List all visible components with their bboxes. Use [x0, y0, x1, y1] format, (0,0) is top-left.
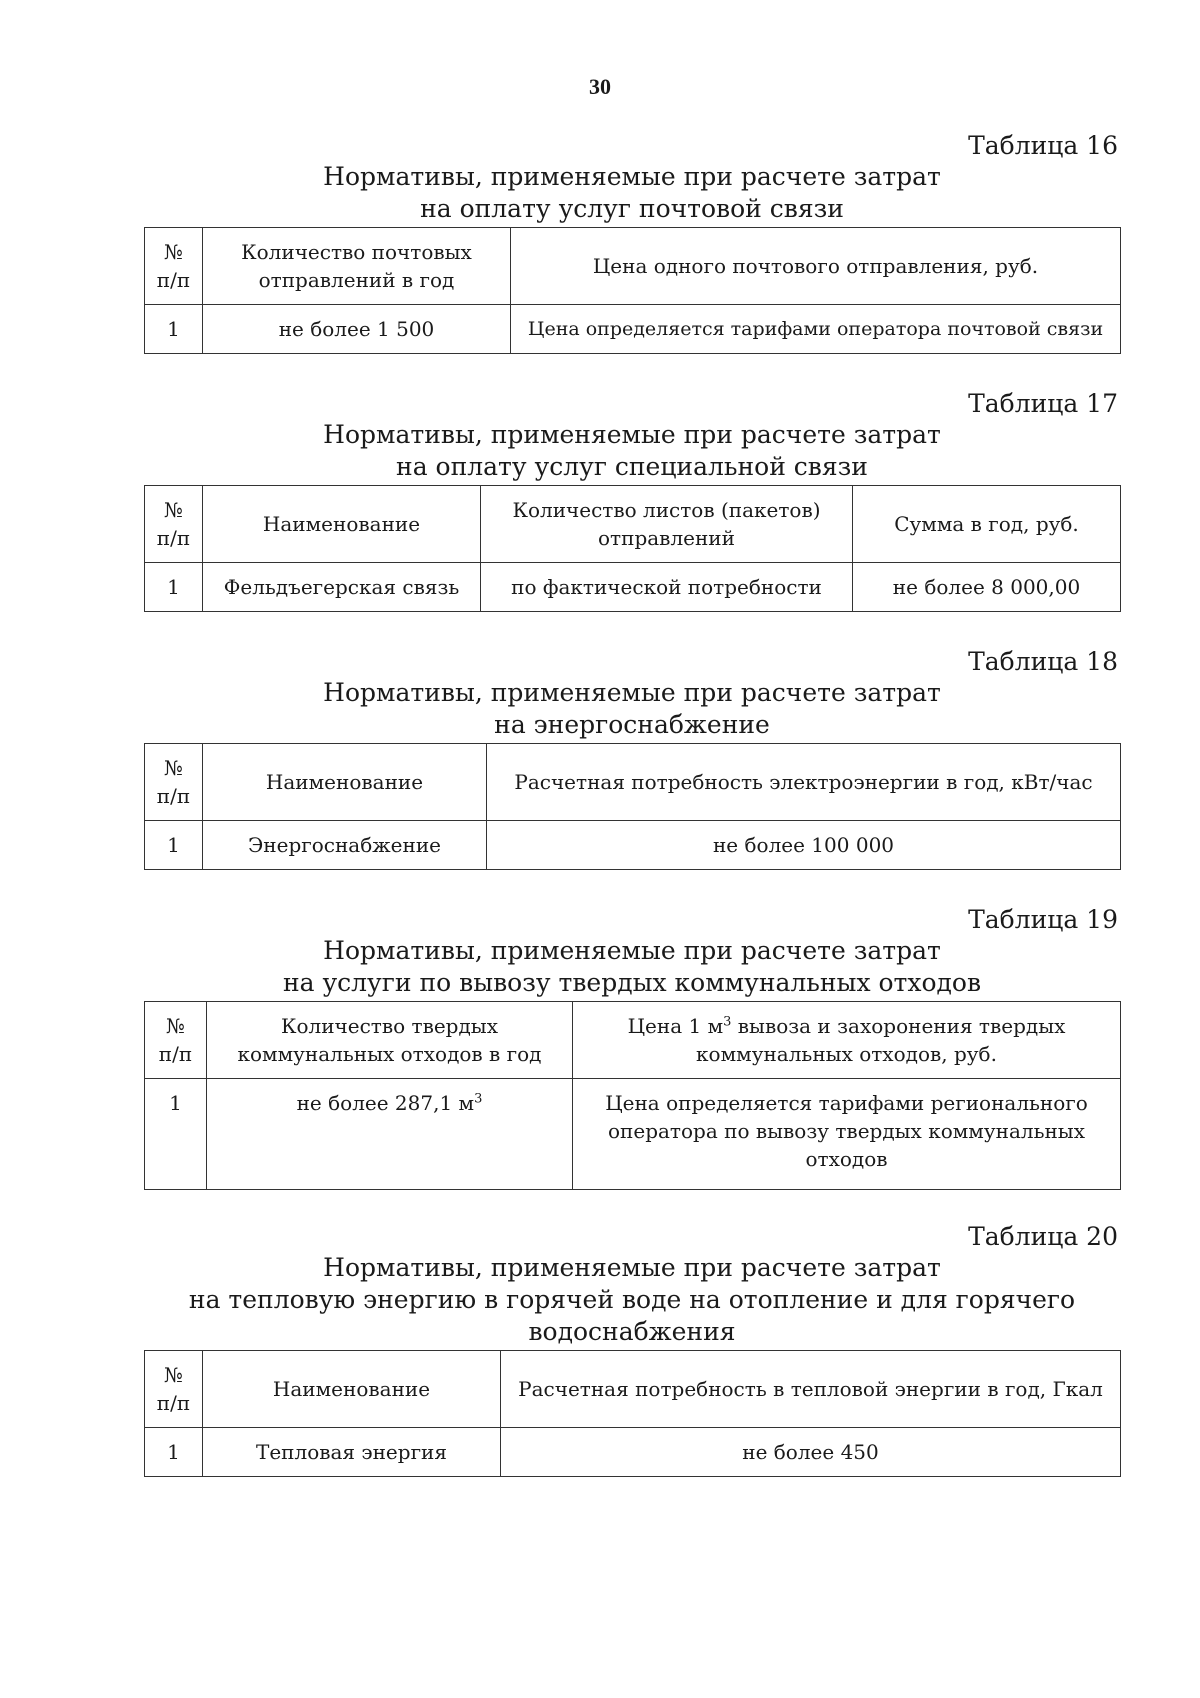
- page-number: 30: [589, 74, 611, 99]
- table-title: [144, 935, 1120, 999]
- table-header-row: [145, 486, 1121, 563]
- quantity-text: не более 287,1 м: [296, 1091, 475, 1115]
- table-17-section: [144, 389, 1120, 612]
- table-18-section: [144, 647, 1120, 870]
- table-16: [144, 227, 1121, 354]
- header-cell: Сумма в год, руб.: [853, 486, 1121, 563]
- header-price-text: Цена 1 м: [627, 1014, 724, 1038]
- superscript: 3: [474, 1091, 483, 1107]
- header-cell: Количество твердых коммунальных отходов в год: [207, 1002, 573, 1079]
- table-title-line: Нормативы, применяемые при расчете затрат: [323, 678, 941, 707]
- table-cell: 1: [145, 821, 203, 870]
- table-title-line: Нормативы, применяемые при расчете затрат: [323, 936, 941, 965]
- table-cell: 1: [145, 305, 203, 354]
- header-cell: № п/п: [145, 744, 203, 821]
- table-cell: 1: [145, 1428, 203, 1477]
- table-title-line: на услуги по вывозу твердых коммунальных отходов: [282, 968, 982, 997]
- table-cell: 1: [145, 563, 203, 612]
- table-title-line: Нормативы, применяемые при расчете затрат: [323, 420, 941, 449]
- table-cell: [207, 1079, 573, 1190]
- header-cell: Наименование: [203, 486, 481, 563]
- table-19: [144, 1001, 1121, 1190]
- table-label: Таблица 20: [968, 1222, 1118, 1251]
- table-19-section: [144, 905, 1120, 1190]
- header-cell: Наименование: [203, 744, 487, 821]
- header-cell: Расчетная потребность в тепловой энергии в год, Гкал: [501, 1351, 1121, 1428]
- table-title-line: Нормативы, применяемые при расчете затрат: [323, 162, 941, 191]
- table-title: [144, 161, 1120, 225]
- table-title-line: на оплату услуг почтовой связи: [420, 194, 844, 223]
- table-cell: Энергоснабжение: [203, 821, 487, 870]
- table-label: Таблица 16: [968, 131, 1118, 160]
- superscript: 3: [723, 1014, 732, 1030]
- table-label: Таблица 17: [968, 389, 1118, 418]
- table-row: [145, 563, 1121, 612]
- header-cell: Количество листов (пакетов) отправлений: [481, 486, 853, 563]
- table-header-row: [145, 228, 1121, 305]
- table-cell: Тепловая энергия: [203, 1428, 501, 1477]
- table-row: [145, 305, 1121, 354]
- table-cell: Цена определяется тарифами оператора почтовой связи: [511, 305, 1121, 354]
- header-cell: № п/п: [145, 1351, 203, 1428]
- table-20-section: [144, 1222, 1120, 1477]
- table-cell: по фактической потребности: [481, 563, 853, 612]
- table-title-line: на оплату услуг специальной связи: [396, 452, 868, 481]
- header-cell: Расчетная потребность электроэнергии в год, кВт/час: [487, 744, 1121, 821]
- table-label: Таблица 18: [968, 647, 1118, 676]
- header-cell: № п/п: [145, 486, 203, 563]
- header-cell: № п/п: [145, 228, 203, 305]
- table-title-line: на энергоснабжение: [494, 710, 770, 739]
- header-cell: Наименование: [203, 1351, 501, 1428]
- table-cell: не более 1 500: [203, 305, 511, 354]
- table-cell: Цена определяется тарифами регионального оператора по вывозу твердых коммунальных отходов: [573, 1079, 1121, 1190]
- table-row: [145, 821, 1121, 870]
- table-header-row: [145, 1002, 1121, 1079]
- table-title: [144, 419, 1120, 483]
- table-title: [144, 1252, 1120, 1348]
- table-header-row: [145, 744, 1121, 821]
- header-cell: [573, 1002, 1121, 1079]
- table-title-line: Нормативы, применяемые при расчете затрат: [323, 1253, 941, 1282]
- table-row: [145, 1079, 1121, 1190]
- table-17: [144, 485, 1121, 612]
- table-title-line: на тепловую энергию в горячей воде на отопление и для горячего: [188, 1285, 1076, 1314]
- table-cell: не более 450: [501, 1428, 1121, 1477]
- table-16-section: [144, 131, 1120, 354]
- header-cell: № п/п: [145, 1002, 207, 1079]
- table-title: [144, 677, 1120, 741]
- table-cell: 1: [145, 1079, 207, 1190]
- table-cell: не более 8 000,00: [853, 563, 1121, 612]
- header-cell: Количество почтовых отправлений в год: [203, 228, 511, 305]
- table-cell: не более 100 000: [487, 821, 1121, 870]
- table-row: [145, 1428, 1121, 1477]
- table-20: [144, 1350, 1121, 1477]
- table-label: Таблица 19: [968, 905, 1118, 934]
- table-header-row: [145, 1351, 1121, 1428]
- table-18: [144, 743, 1121, 870]
- header-cell: Цена одного почтового отправления, руб.: [511, 228, 1121, 305]
- table-cell: Фельдъегерская связь: [203, 563, 481, 612]
- header-price-text: вывоза и захоронения твердых коммунальных отходов, руб.: [696, 1014, 1066, 1066]
- table-title-line: водоснабжения: [528, 1317, 736, 1346]
